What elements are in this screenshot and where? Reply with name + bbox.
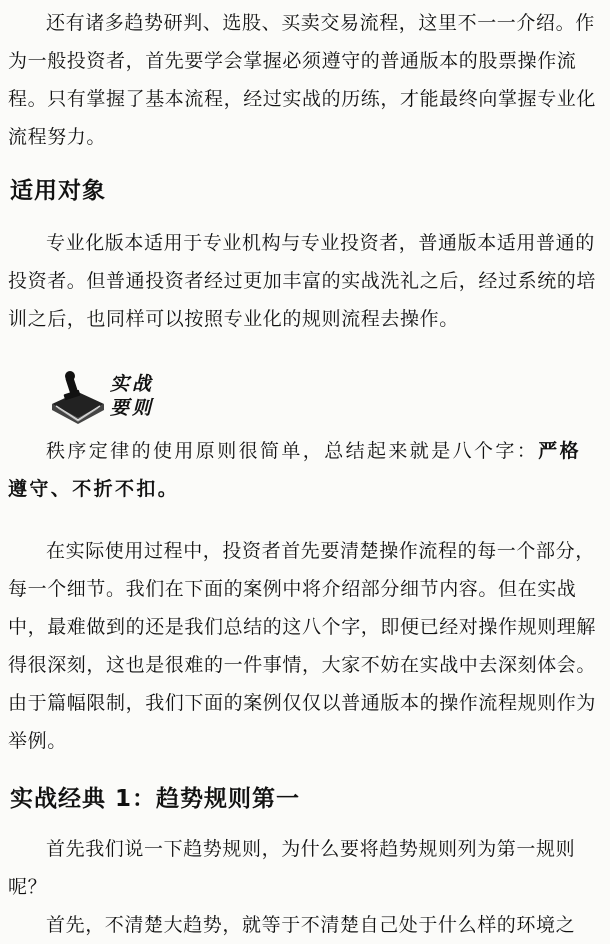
paragraph-trend-rule: 首先我们说一下趋势规则，为什么要将趋势规则列为第一规则呢？ [8,838,576,898]
paragraph-principle-text: 秩序定律的使用原则很简单，总结起来就是八个字： [46,440,539,462]
badge-label-line1: 实战 [110,373,155,395]
badge-label [110,372,164,420]
paragraph-principle [8,432,602,508]
heading-classic-1: 实战经典 1：趋势规则第一 [10,786,301,812]
paragraph-principle-emphasis: 严格遵守、不折不扣。 [8,440,582,500]
paragraph-applicable: 专业化版本适用于专业机构与专业投资者，普通版本适用普通的投资者。但普通投资者经过更加丰富的实战洗礼之后，经过系统的培训之后，也同样可以按照专业化的规则流程去操作。 [8,232,597,330]
book-with-stamp-icon [48,370,108,426]
paragraph-intro [8,4,602,156]
badge-label-line2: 要则 [110,397,155,419]
heading-applicable: 适用对象 [10,178,106,204]
practical-rules-badge [48,370,168,426]
paragraph-practice: 在实际使用过程中，投资者首先要清楚操作流程的每一个部分，每一个细节。我们在下面的案例中将介绍部分细节内容。但在实战中，最难做到的还是我们总结的这八个字，即便已经对操作规则理解得很深刻，这也是很难的一件事情，大家不妨在实战中去深刻体会。由于篇幅限制，我们下面的案例仅仅以普通版本的操作流程规则作为举例。 [8,540,597,752]
paragraph-intro-text: 还有诸多趋势研判、选股、买卖交易流程，这里不一一介绍。作为一般投资者，首先要学会掌握必须遵守的普通版本的股票操作流程。只有掌握了基本流程，经过实战的历练，才能最终向掌握专业化流程努力。 [8,12,597,148]
paragraph-trend-first: 首先，不清楚大趋势，就等于不清楚自己处于什么样的环境之 [46,914,576,936]
